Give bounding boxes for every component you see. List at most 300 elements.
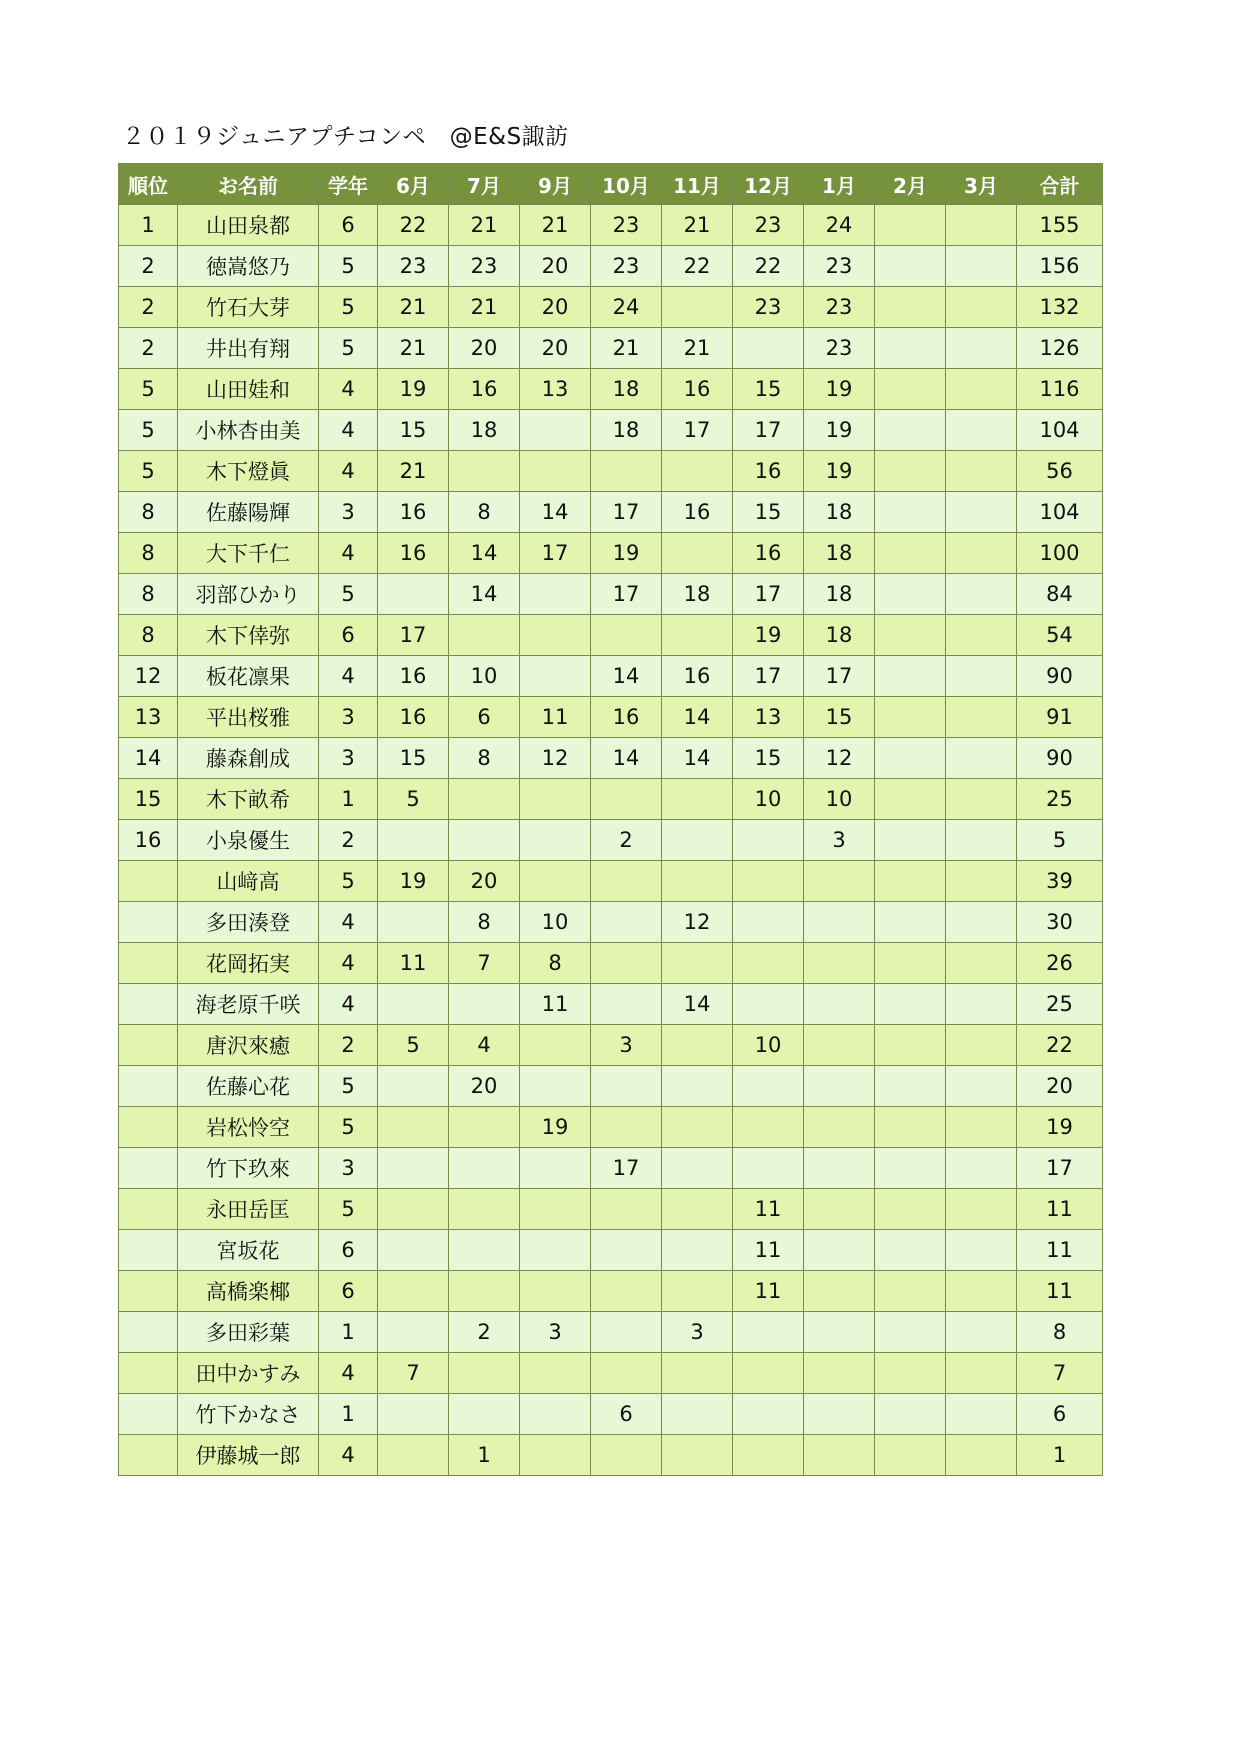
rank-cell	[119, 1066, 178, 1107]
sep-cell: 8	[520, 943, 591, 984]
jan-cell	[804, 984, 875, 1025]
jun-cell: 19	[378, 861, 449, 902]
jan-cell: 19	[804, 369, 875, 410]
dec-cell	[733, 1394, 804, 1435]
grade-cell: 6	[319, 615, 378, 656]
total-cell: 6	[1017, 1394, 1103, 1435]
grade-cell: 4	[319, 410, 378, 451]
jul-cell	[449, 1107, 520, 1148]
table-row	[119, 492, 1103, 533]
nov-cell	[662, 943, 733, 984]
nov-cell: 12	[662, 902, 733, 943]
name-cell: 羽部ひかり	[178, 574, 319, 615]
table-row	[119, 697, 1103, 738]
jul-cell: 8	[449, 738, 520, 779]
jan-cell: 18	[804, 533, 875, 574]
oct-cell: 6	[591, 1394, 662, 1435]
total-cell: 84	[1017, 574, 1103, 615]
name-cell: 木下畝希	[178, 779, 319, 820]
grade-cell: 1	[319, 1394, 378, 1435]
table-row	[119, 1066, 1103, 1107]
feb-cell	[875, 861, 946, 902]
column-header: 1月	[804, 164, 875, 205]
feb-cell	[875, 902, 946, 943]
grade-cell: 4	[319, 1435, 378, 1476]
oct-cell	[591, 615, 662, 656]
nov-cell	[662, 1353, 733, 1394]
column-header: 11月	[662, 164, 733, 205]
grade-cell: 2	[319, 1025, 378, 1066]
sep-cell	[520, 656, 591, 697]
oct-cell	[591, 1230, 662, 1271]
mar-cell	[946, 902, 1017, 943]
feb-cell	[875, 1435, 946, 1476]
column-header: 3月	[946, 164, 1017, 205]
rank-cell: 8	[119, 615, 178, 656]
dec-cell: 11	[733, 1189, 804, 1230]
jun-cell	[378, 1107, 449, 1148]
rank-cell: 5	[119, 451, 178, 492]
oct-cell: 16	[591, 697, 662, 738]
jul-cell: 14	[449, 533, 520, 574]
rank-cell: 2	[119, 246, 178, 287]
total-cell: 11	[1017, 1230, 1103, 1271]
name-cell: 木下燈眞	[178, 451, 319, 492]
jan-cell	[804, 1312, 875, 1353]
rank-cell: 8	[119, 574, 178, 615]
oct-cell	[591, 1107, 662, 1148]
nov-cell	[662, 820, 733, 861]
jul-cell: 21	[449, 205, 520, 246]
page-title: ２０１９ジュニアプチコンペ @E&S諏訪	[122, 124, 569, 150]
dec-cell: 17	[733, 574, 804, 615]
jun-cell: 22	[378, 205, 449, 246]
nov-cell: 22	[662, 246, 733, 287]
mar-cell	[946, 1435, 1017, 1476]
grade-cell: 2	[319, 820, 378, 861]
name-cell: 花岡拓実	[178, 943, 319, 984]
mar-cell	[946, 943, 1017, 984]
oct-cell: 23	[591, 246, 662, 287]
name-cell: 山田泉都	[178, 205, 319, 246]
feb-cell	[875, 943, 946, 984]
jun-cell: 5	[378, 1025, 449, 1066]
table-row	[119, 984, 1103, 1025]
grade-cell: 3	[319, 1148, 378, 1189]
rank-cell	[119, 1312, 178, 1353]
sep-cell	[520, 615, 591, 656]
grade-cell: 5	[319, 246, 378, 287]
jul-cell: 7	[449, 943, 520, 984]
dec-cell: 16	[733, 451, 804, 492]
name-cell: 平出桜雅	[178, 697, 319, 738]
name-cell: 木下倖弥	[178, 615, 319, 656]
sep-cell: 12	[520, 738, 591, 779]
oct-cell: 17	[591, 574, 662, 615]
nov-cell	[662, 1394, 733, 1435]
table-row	[119, 1107, 1103, 1148]
name-cell: 岩松怜空	[178, 1107, 319, 1148]
jul-cell: 8	[449, 492, 520, 533]
sep-cell	[520, 861, 591, 902]
dec-cell	[733, 943, 804, 984]
rank-cell: 16	[119, 820, 178, 861]
jan-cell: 24	[804, 205, 875, 246]
grade-cell: 6	[319, 205, 378, 246]
total-cell: 116	[1017, 369, 1103, 410]
rank-cell: 15	[119, 779, 178, 820]
jan-cell	[804, 902, 875, 943]
dec-cell: 23	[733, 205, 804, 246]
feb-cell	[875, 533, 946, 574]
jan-cell: 18	[804, 574, 875, 615]
name-cell: 佐藤心花	[178, 1066, 319, 1107]
rank-cell	[119, 943, 178, 984]
rank-cell	[119, 861, 178, 902]
nov-cell: 14	[662, 984, 733, 1025]
mar-cell	[946, 615, 1017, 656]
jan-cell	[804, 1230, 875, 1271]
nov-cell	[662, 779, 733, 820]
jan-cell: 19	[804, 451, 875, 492]
total-cell: 90	[1017, 738, 1103, 779]
jun-cell	[378, 902, 449, 943]
name-cell: 永田岳匡	[178, 1189, 319, 1230]
table-row	[119, 902, 1103, 943]
sep-cell: 13	[520, 369, 591, 410]
table-row	[119, 1189, 1103, 1230]
oct-cell: 18	[591, 410, 662, 451]
sep-cell: 20	[520, 328, 591, 369]
total-cell: 8	[1017, 1312, 1103, 1353]
dec-cell: 19	[733, 615, 804, 656]
jul-cell	[449, 1148, 520, 1189]
nov-cell: 3	[662, 1312, 733, 1353]
jan-cell: 10	[804, 779, 875, 820]
jul-cell: 8	[449, 902, 520, 943]
name-cell: 佐藤陽輝	[178, 492, 319, 533]
name-cell: 宮坂花	[178, 1230, 319, 1271]
total-cell: 104	[1017, 492, 1103, 533]
jun-cell: 15	[378, 738, 449, 779]
feb-cell	[875, 1189, 946, 1230]
oct-cell	[591, 902, 662, 943]
rank-cell: 8	[119, 533, 178, 574]
nov-cell	[662, 1435, 733, 1476]
oct-cell	[591, 1271, 662, 1312]
grade-cell: 3	[319, 697, 378, 738]
grade-cell: 6	[319, 1230, 378, 1271]
mar-cell	[946, 328, 1017, 369]
oct-cell: 18	[591, 369, 662, 410]
grade-cell: 4	[319, 943, 378, 984]
feb-cell	[875, 369, 946, 410]
nov-cell: 21	[662, 205, 733, 246]
oct-cell	[591, 984, 662, 1025]
jul-cell: 20	[449, 861, 520, 902]
nov-cell	[662, 615, 733, 656]
jul-cell	[449, 1230, 520, 1271]
oct-cell	[591, 779, 662, 820]
table-row	[119, 410, 1103, 451]
jun-cell: 21	[378, 451, 449, 492]
feb-cell	[875, 820, 946, 861]
grade-cell: 1	[319, 1312, 378, 1353]
dec-cell: 15	[733, 369, 804, 410]
feb-cell	[875, 615, 946, 656]
jan-cell	[804, 861, 875, 902]
table-row	[119, 328, 1103, 369]
mar-cell	[946, 820, 1017, 861]
column-header: 合計	[1017, 164, 1103, 205]
total-cell: 155	[1017, 205, 1103, 246]
name-cell: 唐沢來癒	[178, 1025, 319, 1066]
mar-cell	[946, 1394, 1017, 1435]
nov-cell	[662, 451, 733, 492]
sep-cell	[520, 1353, 591, 1394]
rank-cell	[119, 902, 178, 943]
mar-cell	[946, 1148, 1017, 1189]
dec-cell: 10	[733, 1025, 804, 1066]
feb-cell	[875, 451, 946, 492]
jan-cell	[804, 1189, 875, 1230]
grade-cell: 4	[319, 902, 378, 943]
jan-cell	[804, 943, 875, 984]
name-cell: 板花凛果	[178, 656, 319, 697]
jun-cell	[378, 1435, 449, 1476]
rank-cell	[119, 1271, 178, 1312]
name-cell: 竹石大芽	[178, 287, 319, 328]
sep-cell	[520, 1271, 591, 1312]
mar-cell	[946, 1025, 1017, 1066]
name-cell: 井出有翔	[178, 328, 319, 369]
sep-cell	[520, 410, 591, 451]
nov-cell	[662, 533, 733, 574]
mar-cell	[946, 451, 1017, 492]
jun-cell: 5	[378, 779, 449, 820]
dec-cell: 10	[733, 779, 804, 820]
nov-cell: 16	[662, 492, 733, 533]
mar-cell	[946, 574, 1017, 615]
mar-cell	[946, 779, 1017, 820]
grade-cell: 4	[319, 984, 378, 1025]
feb-cell	[875, 246, 946, 287]
oct-cell	[591, 1066, 662, 1107]
table-row	[119, 205, 1103, 246]
total-cell: 17	[1017, 1148, 1103, 1189]
jul-cell: 23	[449, 246, 520, 287]
grade-cell: 5	[319, 574, 378, 615]
name-cell: 山田娃和	[178, 369, 319, 410]
dec-cell	[733, 861, 804, 902]
total-cell: 1	[1017, 1435, 1103, 1476]
dec-cell: 17	[733, 410, 804, 451]
feb-cell	[875, 984, 946, 1025]
jan-cell	[804, 1435, 875, 1476]
sep-cell: 14	[520, 492, 591, 533]
total-cell: 30	[1017, 902, 1103, 943]
rank-cell	[119, 1435, 178, 1476]
jun-cell	[378, 1394, 449, 1435]
sep-cell	[520, 1148, 591, 1189]
grade-cell: 5	[319, 1107, 378, 1148]
dec-cell	[733, 820, 804, 861]
table-row	[119, 1025, 1103, 1066]
column-header: お名前	[178, 164, 319, 205]
sep-cell: 21	[520, 205, 591, 246]
nov-cell: 17	[662, 410, 733, 451]
nov-cell: 21	[662, 328, 733, 369]
sep-cell: 10	[520, 902, 591, 943]
feb-cell	[875, 492, 946, 533]
mar-cell	[946, 287, 1017, 328]
grade-cell: 5	[319, 861, 378, 902]
feb-cell	[875, 738, 946, 779]
jun-cell	[378, 1066, 449, 1107]
jul-cell: 18	[449, 410, 520, 451]
jul-cell: 4	[449, 1025, 520, 1066]
nov-cell	[662, 1107, 733, 1148]
nov-cell	[662, 1066, 733, 1107]
rank-cell	[119, 1353, 178, 1394]
name-cell: 海老原千咲	[178, 984, 319, 1025]
sep-cell	[520, 1230, 591, 1271]
feb-cell	[875, 1271, 946, 1312]
dec-cell	[733, 1312, 804, 1353]
nov-cell: 14	[662, 738, 733, 779]
table-row	[119, 779, 1103, 820]
total-cell: 126	[1017, 328, 1103, 369]
jun-cell: 7	[378, 1353, 449, 1394]
sep-cell	[520, 574, 591, 615]
jan-cell	[804, 1394, 875, 1435]
grade-cell: 6	[319, 1271, 378, 1312]
feb-cell	[875, 574, 946, 615]
grade-cell: 5	[319, 1066, 378, 1107]
oct-cell	[591, 861, 662, 902]
jun-cell: 19	[378, 369, 449, 410]
oct-cell: 3	[591, 1025, 662, 1066]
table-row	[119, 943, 1103, 984]
nov-cell: 14	[662, 697, 733, 738]
name-cell: 大下千仁	[178, 533, 319, 574]
mar-cell	[946, 1189, 1017, 1230]
jan-cell: 17	[804, 656, 875, 697]
total-cell: 91	[1017, 697, 1103, 738]
rank-cell	[119, 1394, 178, 1435]
table-row	[119, 1271, 1103, 1312]
sep-cell	[520, 1025, 591, 1066]
jan-cell: 15	[804, 697, 875, 738]
feb-cell	[875, 287, 946, 328]
oct-cell	[591, 451, 662, 492]
grade-cell: 4	[319, 533, 378, 574]
jun-cell: 21	[378, 287, 449, 328]
dec-cell	[733, 984, 804, 1025]
jul-cell: 10	[449, 656, 520, 697]
jan-cell: 23	[804, 328, 875, 369]
column-header: 6月	[378, 164, 449, 205]
total-cell: 100	[1017, 533, 1103, 574]
table-row	[119, 287, 1103, 328]
oct-cell: 21	[591, 328, 662, 369]
total-cell: 11	[1017, 1189, 1103, 1230]
jan-cell: 23	[804, 246, 875, 287]
rank-cell	[119, 1189, 178, 1230]
dec-cell: 11	[733, 1230, 804, 1271]
total-cell: 22	[1017, 1025, 1103, 1066]
total-cell: 11	[1017, 1271, 1103, 1312]
jul-cell	[449, 1394, 520, 1435]
sep-cell	[520, 1066, 591, 1107]
dec-cell: 15	[733, 492, 804, 533]
grade-cell: 3	[319, 738, 378, 779]
nov-cell	[662, 1189, 733, 1230]
rank-cell: 1	[119, 205, 178, 246]
table-row	[119, 738, 1103, 779]
sep-cell: 11	[520, 984, 591, 1025]
feb-cell	[875, 697, 946, 738]
total-cell: 25	[1017, 984, 1103, 1025]
dec-cell	[733, 1148, 804, 1189]
rank-cell: 13	[119, 697, 178, 738]
table-row	[119, 451, 1103, 492]
column-header: 7月	[449, 164, 520, 205]
total-cell: 56	[1017, 451, 1103, 492]
mar-cell	[946, 1230, 1017, 1271]
mar-cell	[946, 1353, 1017, 1394]
grade-cell: 4	[319, 1353, 378, 1394]
sep-cell: 20	[520, 246, 591, 287]
dec-cell: 11	[733, 1271, 804, 1312]
name-cell: 田中かすみ	[178, 1353, 319, 1394]
dec-cell	[733, 1066, 804, 1107]
mar-cell	[946, 738, 1017, 779]
rank-cell	[119, 1230, 178, 1271]
mar-cell	[946, 369, 1017, 410]
jun-cell	[378, 1230, 449, 1271]
jan-cell	[804, 1271, 875, 1312]
total-cell: 104	[1017, 410, 1103, 451]
mar-cell	[946, 861, 1017, 902]
rank-cell	[119, 1025, 178, 1066]
total-cell: 39	[1017, 861, 1103, 902]
results-table	[118, 163, 1103, 1476]
oct-cell: 14	[591, 738, 662, 779]
mar-cell	[946, 410, 1017, 451]
oct-cell	[591, 1312, 662, 1353]
feb-cell	[875, 410, 946, 451]
oct-cell: 24	[591, 287, 662, 328]
sep-cell: 20	[520, 287, 591, 328]
rank-cell: 14	[119, 738, 178, 779]
jul-cell	[449, 1353, 520, 1394]
jan-cell	[804, 1107, 875, 1148]
mar-cell	[946, 1107, 1017, 1148]
table-row	[119, 1312, 1103, 1353]
name-cell: 多田彩葉	[178, 1312, 319, 1353]
jan-cell: 12	[804, 738, 875, 779]
jun-cell: 11	[378, 943, 449, 984]
oct-cell: 23	[591, 205, 662, 246]
sep-cell	[520, 820, 591, 861]
name-cell: 小林杏由美	[178, 410, 319, 451]
oct-cell: 2	[591, 820, 662, 861]
jun-cell: 16	[378, 656, 449, 697]
grade-cell: 4	[319, 369, 378, 410]
rank-cell: 5	[119, 410, 178, 451]
table-row	[119, 369, 1103, 410]
